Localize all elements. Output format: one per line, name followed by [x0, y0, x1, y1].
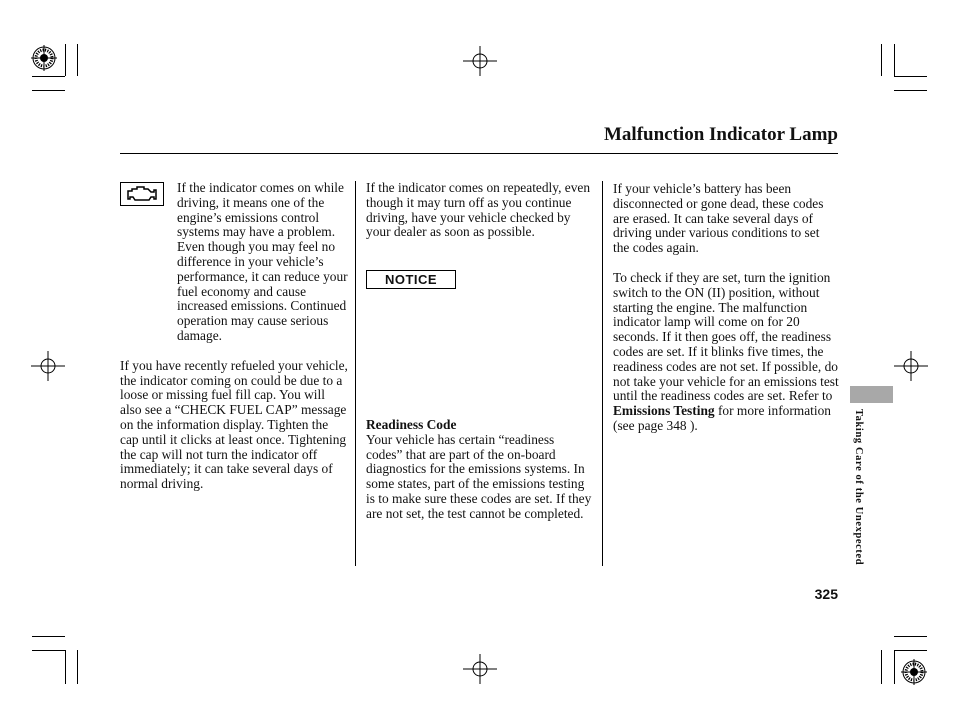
title-rule [120, 153, 838, 154]
paragraph: If your vehicle’s battery has been disconnected or gone dead, these codes are erased. It can take several days of driving under various conditions to set the codes again. [613, 181, 824, 256]
column-3 [613, 182, 839, 434]
column-1 [120, 181, 349, 492]
paragraph: If the indicator comes on while driving, it means one of the engine’s emissions control systems may have a problem. Even though you may feel no difference in your vehicle’s performance, it can reduce your fuel economy and cause increased emissions. Continued operation may cause serious damage. [177, 180, 348, 343]
registration-target-icon [30, 44, 58, 72]
paragraph-text: To check if they are set, turn the ignition switch to the ON (II) position, without starting the engine. The malfunction indicator lamp will come on for 20 seconds. If it then goes off, the readiness codes are set. If it blinks five times, the readiness codes are not set. If possible, do not take your vehicle for an emissions test until the readiness codes are set. Refer to [613, 269, 839, 404]
column-divider [602, 181, 603, 566]
paragraph: Your vehicle has certain “readiness codes” that are part of the on-board diagnostics for the emissions systems. In some states, part of the emissions testing is to make sure these codes are set. If they are not set, the test cannot be completed. [366, 431, 592, 521]
readiness-code-section [366, 418, 594, 522]
crosshair-icon [463, 654, 497, 684]
paragraph-text: for more information (see page 348 ). [613, 403, 831, 433]
section-label: Taking Care of the Unexpected [853, 409, 864, 566]
registration-target-icon [900, 658, 928, 686]
notice-label: NOTICE [366, 270, 456, 289]
section-heading: Readiness Code [366, 417, 457, 432]
paragraph [613, 271, 839, 434]
section-tab [850, 386, 893, 403]
paragraph: If you have recently refueled your vehicle, the indicator coming on could be due to a loose or missing fuel fill cap. You will also see a “CHECK FUEL CAP” message on the information display. Tighten the cap until it clicks at least once. Tightening the cap will not turn the indicator off immediately; it can take several days of normal driving. [120, 357, 348, 492]
emissions-testing-reference[interactable]: Emissions Testing [613, 403, 715, 419]
column-divider [355, 181, 356, 566]
crosshair-icon [894, 351, 928, 381]
paragraph: If the indicator comes on repeatedly, even though it may turn off as you continue driving, have your vehicle checked by your dealer as soon as possible. [366, 180, 591, 240]
page-title: Malfunction Indicator Lamp [603, 124, 838, 145]
crosshair-icon [31, 351, 65, 381]
page-number: 325 [814, 586, 838, 602]
crosshair-icon [463, 46, 497, 76]
column-2 [366, 181, 594, 240]
